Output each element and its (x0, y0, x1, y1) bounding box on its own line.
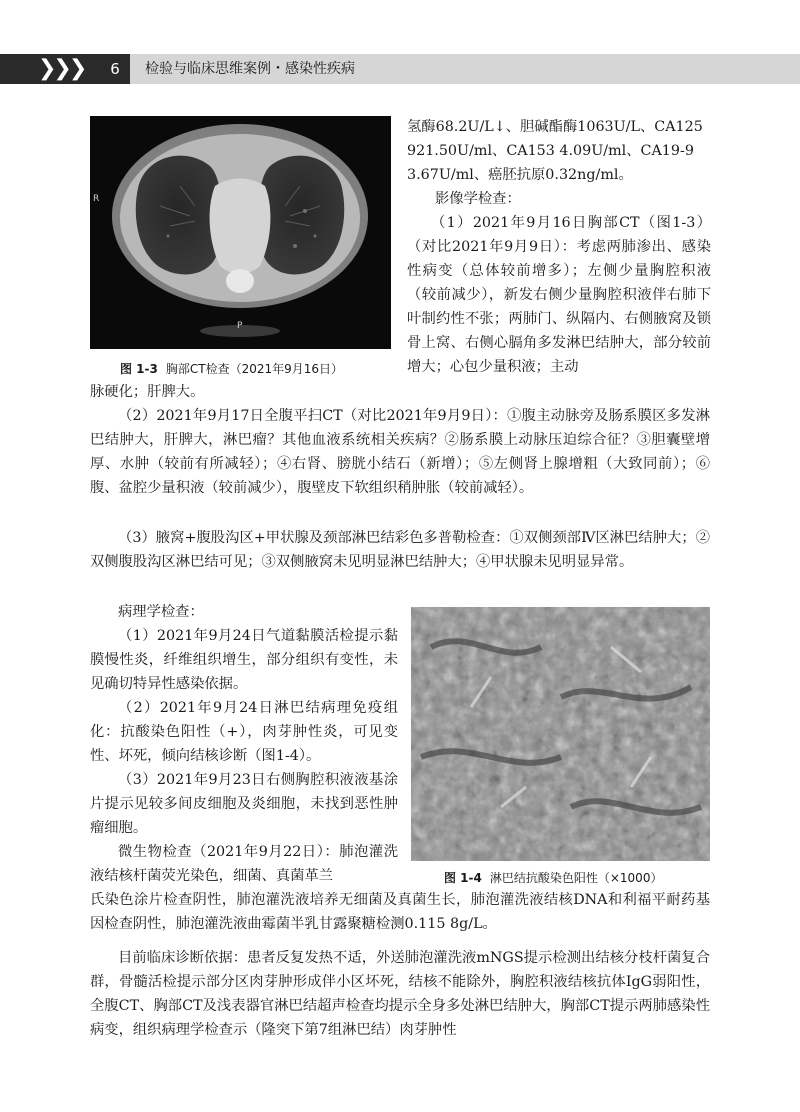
pathology-item-2: （2）2021年9月24日淋巴结病理免疫组化：抗酸染色阳性（+），肉芽肿性炎，可见变性、坏死，倾向结核诊断（图1-4）。 (90, 700, 398, 764)
doppler-paragraph: （3）腋窝+腹股沟区+甲状腺及颈部淋巴结彩色多普勒检查：①双侧颈部Ⅳ区淋巴结肿大；②双侧腹股沟区淋巴结可见；③双侧腋窝未见明显淋巴结肿大；④甲状腺未见明显异常。 (90, 530, 710, 570)
microbiology-paragraph-start: 微生物检查（2021年9月22日）：肺泡灌洗液结核杆菌荧光染色，细菌、真菌革兰 (90, 844, 398, 884)
lab-line: 921.50U/ml、CA153 4.09U/ml、CA19-9 (407, 143, 694, 159)
page-number: 6 (110, 60, 120, 78)
lymph-node-histology-image (411, 607, 710, 861)
lab-values-continued (407, 115, 711, 187)
chest-ct-image (90, 116, 391, 349)
microbiology-paragraph-rest: 氏染色涂片检查阴性，肺泡灌洗液培养无细菌及真菌生长，肺泡灌洗液结核DNA和利福平耐药基因检查阴性，肺泡灌洗液曲霉菌半乳甘露聚糖检测0.115 8g/L。 (90, 892, 710, 932)
pathology-item-3: （3）2021年9月23日右侧胸腔积液液基涂片提示见较多间皮细胞及炎细胞，未找到恶性肿瘤细胞。 (90, 772, 398, 836)
figure-1-4-caption (444, 869, 662, 886)
ct-chest-paragraph: （1）2021年9月16日胸部CT（图1-3）（对比2021年9月9日）：考虑两肺渗出、感染性病变（总体较前增多）；左侧少量胸腔积液（较前减少），新发右侧少量胸腔积液伴右肺下叶制约性不张；两肺门、纵隔内、右侧腋窝及锁骨上窝、右侧心膈角多发淋巴结肿大，部分较前增大；心包少量积液；主动 (407, 215, 711, 375)
figure-caption-text: 胸部CT检查（2021年9月16日） (165, 362, 344, 376)
figure-label: 图 1-4 (444, 871, 482, 885)
pathology-heading: 病理学检查： (118, 604, 204, 620)
diagnosis-basis-paragraph: 目前临床诊断依据：患者反复发热不适，外送肺泡灌洗液mNGS提示检测出结核分枝杆菌复合群，骨髓活检提示部分区肉芽肿形成伴小区坏死，结核不能除外，胸腔积液结核抗体IgG弱阳性，全腹CT、胸部CT及浅表器官淋巴结超声检查均提示全身多处淋巴结肿大，胸部CT提示两肺感染性病变，组织病理学检查示（隆突下第7组淋巴结）肉芽肿性 (90, 950, 710, 1038)
figure-label: 图 1-3 (120, 362, 158, 376)
imaging-heading: 影像学检查： (435, 191, 521, 207)
lab-line: 氢酶68.2U/L↓、胆碱酯酶1063U/L、CA125 (407, 119, 703, 135)
figure-caption-text: 淋巴结抗酸染色阳性（×1000） (489, 871, 663, 885)
ct-marker-p: P (237, 321, 243, 331)
ct-chest-paragraph-tail: 脉硬化；肝脾大。 (90, 384, 205, 400)
figure-1-3-caption (120, 360, 343, 377)
page-header (0, 0, 800, 124)
chevron-right-icon: ❯❯❯ (38, 56, 85, 81)
ct-marker-r: R (93, 194, 100, 204)
histology-drawing (411, 607, 710, 861)
lab-line: 3.67U/ml、癌胚抗原0.32ng/ml。 (407, 167, 633, 183)
chest-ct-drawing (90, 116, 391, 349)
pathology-item-1: （1）2021年9月24日气道黏膜活检提示黏膜慢性炎，纤维组织增生，部分组织有变性，未见确切特异性感染依据。 (90, 628, 398, 692)
ct-abdomen-paragraph: （2）2021年9月17日全腹平扫CT（对比2021年9月9日）：①腹主动脉旁及肠系膜区多发淋巴结肿大，肝脾大，淋巴瘤？其他血液系统相关疾病？②肠系膜上动脉压迫综合征？③胆囊壁增厚、水肿（较前有所减轻）；④右肾、膀胱小结石（新增）；⑤左侧肾上腺增粗（大致同前）；⑥腹、盆腔少量积液（较前减少），腹壁皮下软组织稍肿胀（较前减轻）。 (90, 408, 710, 496)
running-title: 检验与临床思维案例・感染性疾病 (145, 61, 355, 77)
